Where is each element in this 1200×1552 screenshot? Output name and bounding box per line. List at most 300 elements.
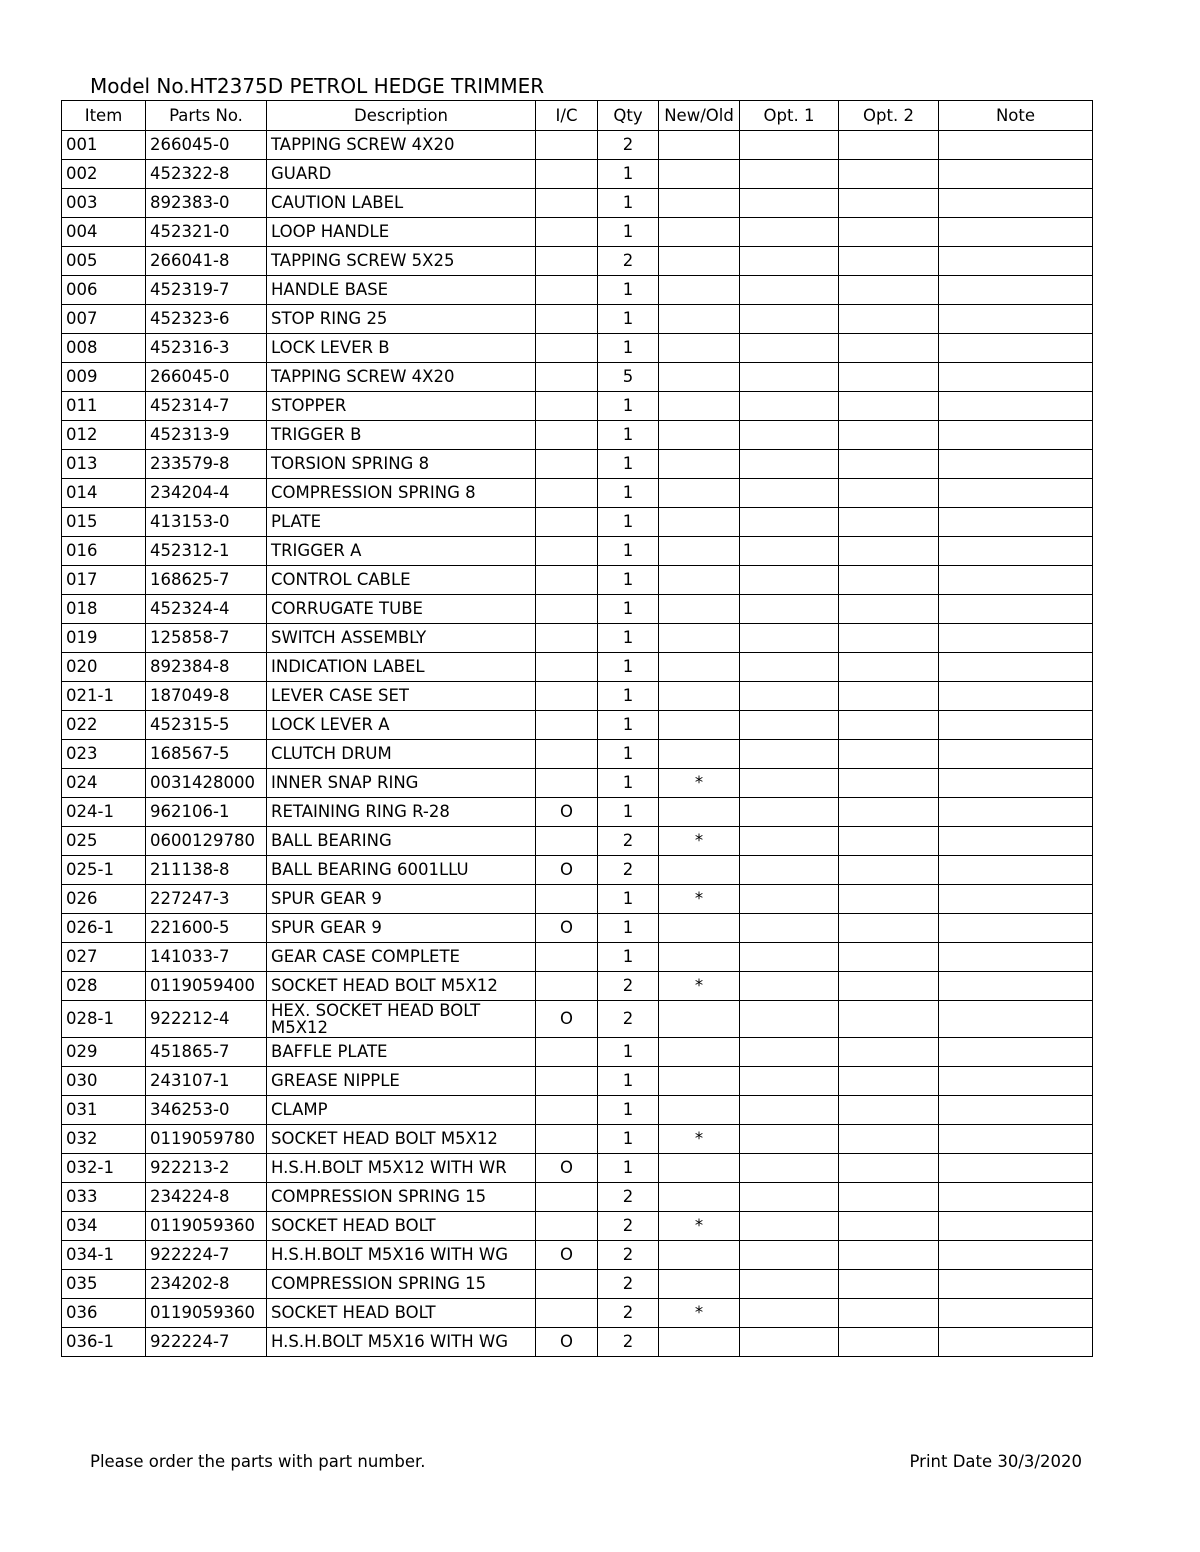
cell-opt1 bbox=[740, 1241, 839, 1270]
cell-opt1 bbox=[740, 1038, 839, 1067]
cell-description: GEAR CASE COMPLETE bbox=[267, 943, 536, 972]
cell-item: 001 bbox=[62, 131, 146, 160]
cell-note bbox=[939, 1270, 1093, 1299]
cell-parts-no: 221600-5 bbox=[146, 914, 267, 943]
cell-opt2 bbox=[839, 334, 939, 363]
cell-new-old: * bbox=[659, 827, 740, 856]
cell-qty: 1 bbox=[598, 943, 659, 972]
table-row bbox=[62, 943, 1093, 972]
cell-item: 018 bbox=[62, 595, 146, 624]
cell-opt2 bbox=[839, 1038, 939, 1067]
cell-item: 025-1 bbox=[62, 856, 146, 885]
cell-new-old bbox=[659, 537, 740, 566]
cell-opt2 bbox=[839, 392, 939, 421]
cell-opt1 bbox=[740, 508, 839, 537]
cell-parts-no: 346253-0 bbox=[146, 1096, 267, 1125]
cell-new-old bbox=[659, 1096, 740, 1125]
cell-qty: 2 bbox=[598, 1001, 659, 1038]
cell-new-old bbox=[659, 160, 740, 189]
cell-parts-no: 266045-0 bbox=[146, 131, 267, 160]
cell-description: LEVER CASE SET bbox=[267, 682, 536, 711]
cell-opt2 bbox=[839, 1183, 939, 1212]
cell-ic bbox=[536, 1183, 598, 1212]
cell-note bbox=[939, 247, 1093, 276]
cell-description: HANDLE BASE bbox=[267, 276, 536, 305]
table-row bbox=[62, 1038, 1093, 1067]
cell-new-old bbox=[659, 247, 740, 276]
cell-item: 002 bbox=[62, 160, 146, 189]
cell-opt1 bbox=[740, 711, 839, 740]
table-row bbox=[62, 537, 1093, 566]
table-row bbox=[62, 1067, 1093, 1096]
cell-opt1 bbox=[740, 653, 839, 682]
cell-opt2 bbox=[839, 769, 939, 798]
cell-description: COMPRESSION SPRING 8 bbox=[267, 479, 536, 508]
cell-qty: 1 bbox=[598, 653, 659, 682]
cell-description: TAPPING SCREW 4X20 bbox=[267, 363, 536, 392]
cell-qty: 2 bbox=[598, 131, 659, 160]
cell-description: CLUTCH DRUM bbox=[267, 740, 536, 769]
table-row bbox=[62, 740, 1093, 769]
cell-description: LOCK LEVER A bbox=[267, 711, 536, 740]
cell-opt2 bbox=[839, 1067, 939, 1096]
cell-note bbox=[939, 1328, 1093, 1357]
cell-opt1 bbox=[740, 827, 839, 856]
parts-table-body bbox=[62, 131, 1093, 1357]
cell-item: 027 bbox=[62, 943, 146, 972]
cell-item: 011 bbox=[62, 392, 146, 421]
cell-opt1 bbox=[740, 972, 839, 1001]
cell-note bbox=[939, 305, 1093, 334]
cell-new-old bbox=[659, 1067, 740, 1096]
cell-new-old bbox=[659, 218, 740, 247]
cell-opt1 bbox=[740, 392, 839, 421]
cell-opt1 bbox=[740, 682, 839, 711]
cell-note bbox=[939, 1183, 1093, 1212]
cell-parts-no: 452316-3 bbox=[146, 334, 267, 363]
cell-opt2 bbox=[839, 914, 939, 943]
cell-qty: 2 bbox=[598, 827, 659, 856]
cell-opt1 bbox=[740, 798, 839, 827]
cell-qty: 2 bbox=[598, 856, 659, 885]
cell-description: TRIGGER A bbox=[267, 537, 536, 566]
cell-parts-no: 452324-4 bbox=[146, 595, 267, 624]
cell-opt2 bbox=[839, 1270, 939, 1299]
cell-note bbox=[939, 421, 1093, 450]
cell-opt1 bbox=[740, 1328, 839, 1357]
cell-qty: 1 bbox=[598, 711, 659, 740]
cell-parts-no: 266041-8 bbox=[146, 247, 267, 276]
cell-parts-no: 0119059400 bbox=[146, 972, 267, 1001]
cell-note bbox=[939, 392, 1093, 421]
table-row bbox=[62, 131, 1093, 160]
table-row bbox=[62, 1125, 1093, 1154]
cell-new-old bbox=[659, 1154, 740, 1183]
cell-ic bbox=[536, 247, 598, 276]
table-row bbox=[62, 595, 1093, 624]
cell-qty: 5 bbox=[598, 363, 659, 392]
cell-opt2 bbox=[839, 595, 939, 624]
cell-note bbox=[939, 1154, 1093, 1183]
cell-item: 031 bbox=[62, 1096, 146, 1125]
table-row bbox=[62, 1270, 1093, 1299]
cell-parts-no: 962106-1 bbox=[146, 798, 267, 827]
cell-opt2 bbox=[839, 1212, 939, 1241]
cell-item: 028 bbox=[62, 972, 146, 1001]
cell-opt1 bbox=[740, 218, 839, 247]
cell-opt1 bbox=[740, 595, 839, 624]
cell-description: SPUR GEAR 9 bbox=[267, 885, 536, 914]
cell-qty: 1 bbox=[598, 189, 659, 218]
cell-qty: 1 bbox=[598, 276, 659, 305]
table-row bbox=[62, 305, 1093, 334]
cell-parts-no: 452323-6 bbox=[146, 305, 267, 334]
cell-note bbox=[939, 334, 1093, 363]
cell-parts-no: 922224-7 bbox=[146, 1241, 267, 1270]
cell-opt2 bbox=[839, 856, 939, 885]
cell-description: STOP RING 25 bbox=[267, 305, 536, 334]
table-row bbox=[62, 363, 1093, 392]
cell-ic bbox=[536, 479, 598, 508]
cell-note bbox=[939, 1001, 1093, 1038]
cell-new-old bbox=[659, 421, 740, 450]
cell-new-old bbox=[659, 450, 740, 479]
cell-parts-no: 892384-8 bbox=[146, 653, 267, 682]
cell-new-old bbox=[659, 189, 740, 218]
table-row bbox=[62, 711, 1093, 740]
cell-opt2 bbox=[839, 479, 939, 508]
cell-parts-no: 892383-0 bbox=[146, 189, 267, 218]
cell-note bbox=[939, 1125, 1093, 1154]
cell-parts-no: 451865-7 bbox=[146, 1038, 267, 1067]
table-row bbox=[62, 566, 1093, 595]
cell-opt2 bbox=[839, 1096, 939, 1125]
cell-description: STOPPER bbox=[267, 392, 536, 421]
header-opt2: Opt. 2 bbox=[839, 101, 939, 131]
cell-note bbox=[939, 682, 1093, 711]
cell-opt2 bbox=[839, 885, 939, 914]
cell-qty: 1 bbox=[598, 334, 659, 363]
cell-opt1 bbox=[740, 1096, 839, 1125]
cell-ic bbox=[536, 537, 598, 566]
cell-ic bbox=[536, 363, 598, 392]
cell-note bbox=[939, 711, 1093, 740]
cell-opt1 bbox=[740, 189, 839, 218]
cell-qty: 1 bbox=[598, 885, 659, 914]
cell-qty: 2 bbox=[598, 972, 659, 1001]
table-header-row bbox=[62, 101, 1093, 131]
cell-opt2 bbox=[839, 189, 939, 218]
cell-qty: 1 bbox=[598, 218, 659, 247]
cell-description: TAPPING SCREW 5X25 bbox=[267, 247, 536, 276]
cell-item: 026-1 bbox=[62, 914, 146, 943]
cell-opt1 bbox=[740, 624, 839, 653]
cell-new-old bbox=[659, 856, 740, 885]
cell-new-old bbox=[659, 1038, 740, 1067]
cell-ic bbox=[536, 508, 598, 537]
header-parts-no: Parts No. bbox=[146, 101, 267, 131]
cell-opt1 bbox=[740, 1212, 839, 1241]
table-row bbox=[62, 1154, 1093, 1183]
cell-parts-no: 243107-1 bbox=[146, 1067, 267, 1096]
cell-opt2 bbox=[839, 682, 939, 711]
cell-item: 003 bbox=[62, 189, 146, 218]
cell-parts-no: 187049-8 bbox=[146, 682, 267, 711]
cell-ic bbox=[536, 189, 598, 218]
cell-qty: 1 bbox=[598, 450, 659, 479]
cell-new-old bbox=[659, 624, 740, 653]
table-row bbox=[62, 1183, 1093, 1212]
table-row bbox=[62, 479, 1093, 508]
cell-ic bbox=[536, 711, 598, 740]
cell-note bbox=[939, 740, 1093, 769]
cell-item: 028-1 bbox=[62, 1001, 146, 1038]
cell-item: 006 bbox=[62, 276, 146, 305]
cell-opt1 bbox=[740, 1183, 839, 1212]
cell-opt2 bbox=[839, 363, 939, 392]
cell-ic bbox=[536, 131, 598, 160]
cell-opt1 bbox=[740, 769, 839, 798]
cell-note bbox=[939, 595, 1093, 624]
cell-parts-no: 234202-8 bbox=[146, 1270, 267, 1299]
cell-note bbox=[939, 1038, 1093, 1067]
cell-opt1 bbox=[740, 914, 839, 943]
cell-ic: O bbox=[536, 914, 598, 943]
cell-opt1 bbox=[740, 1001, 839, 1038]
cell-ic bbox=[536, 218, 598, 247]
cell-ic bbox=[536, 334, 598, 363]
cell-ic bbox=[536, 827, 598, 856]
cell-ic bbox=[536, 1038, 598, 1067]
cell-item: 036-1 bbox=[62, 1328, 146, 1357]
cell-item: 021-1 bbox=[62, 682, 146, 711]
cell-item: 026 bbox=[62, 885, 146, 914]
cell-item: 030 bbox=[62, 1067, 146, 1096]
cell-opt1 bbox=[740, 363, 839, 392]
cell-qty: 1 bbox=[598, 537, 659, 566]
cell-item: 005 bbox=[62, 247, 146, 276]
cell-opt1 bbox=[740, 421, 839, 450]
cell-note bbox=[939, 827, 1093, 856]
cell-new-old bbox=[659, 798, 740, 827]
cell-item: 032-1 bbox=[62, 1154, 146, 1183]
cell-opt2 bbox=[839, 160, 939, 189]
cell-item: 024 bbox=[62, 769, 146, 798]
table-row bbox=[62, 914, 1093, 943]
cell-item: 020 bbox=[62, 653, 146, 682]
table-row bbox=[62, 421, 1093, 450]
cell-new-old: * bbox=[659, 1125, 740, 1154]
cell-opt1 bbox=[740, 740, 839, 769]
cell-ic bbox=[536, 1125, 598, 1154]
cell-new-old bbox=[659, 1270, 740, 1299]
cell-opt2 bbox=[839, 218, 939, 247]
cell-new-old bbox=[659, 1328, 740, 1357]
cell-opt2 bbox=[839, 421, 939, 450]
cell-description: RETAINING RING R-28 bbox=[267, 798, 536, 827]
cell-item: 023 bbox=[62, 740, 146, 769]
cell-parts-no: 125858-7 bbox=[146, 624, 267, 653]
cell-description: SOCKET HEAD BOLT M5X12 bbox=[267, 1125, 536, 1154]
cell-qty: 1 bbox=[598, 769, 659, 798]
cell-parts-no: 0119059360 bbox=[146, 1299, 267, 1328]
cell-note bbox=[939, 566, 1093, 595]
cell-note bbox=[939, 479, 1093, 508]
cell-description: CORRUGATE TUBE bbox=[267, 595, 536, 624]
cell-parts-no: 266045-0 bbox=[146, 363, 267, 392]
cell-qty: 2 bbox=[598, 1241, 659, 1270]
cell-parts-no: 141033-7 bbox=[146, 943, 267, 972]
cell-new-old bbox=[659, 305, 740, 334]
cell-new-old bbox=[659, 711, 740, 740]
cell-qty: 1 bbox=[598, 566, 659, 595]
cell-description: COMPRESSION SPRING 15 bbox=[267, 1270, 536, 1299]
header-note: Note bbox=[939, 101, 1093, 131]
table-row bbox=[62, 189, 1093, 218]
cell-note bbox=[939, 769, 1093, 798]
cell-description: BAFFLE PLATE bbox=[267, 1038, 536, 1067]
table-row bbox=[62, 624, 1093, 653]
cell-qty: 1 bbox=[598, 798, 659, 827]
cell-new-old bbox=[659, 363, 740, 392]
cell-opt2 bbox=[839, 305, 939, 334]
cell-opt2 bbox=[839, 566, 939, 595]
table-row bbox=[62, 1328, 1093, 1357]
cell-item: 035 bbox=[62, 1270, 146, 1299]
cell-qty: 2 bbox=[598, 1328, 659, 1357]
cell-opt1 bbox=[740, 276, 839, 305]
cell-opt2 bbox=[839, 1001, 939, 1038]
cell-note bbox=[939, 624, 1093, 653]
cell-description: SWITCH ASSEMBLY bbox=[267, 624, 536, 653]
cell-description: LOCK LEVER B bbox=[267, 334, 536, 363]
cell-new-old: * bbox=[659, 972, 740, 1001]
cell-note bbox=[939, 131, 1093, 160]
cell-qty: 1 bbox=[598, 1096, 659, 1125]
cell-opt2 bbox=[839, 508, 939, 537]
cell-new-old bbox=[659, 653, 740, 682]
cell-opt2 bbox=[839, 972, 939, 1001]
cell-parts-no: 452322-8 bbox=[146, 160, 267, 189]
cell-qty: 1 bbox=[598, 1154, 659, 1183]
cell-ic: O bbox=[536, 1241, 598, 1270]
header-ic: I/C bbox=[536, 101, 598, 131]
cell-opt1 bbox=[740, 334, 839, 363]
cell-opt1 bbox=[740, 479, 839, 508]
cell-opt2 bbox=[839, 624, 939, 653]
cell-new-old bbox=[659, 508, 740, 537]
cell-opt1 bbox=[740, 856, 839, 885]
cell-new-old bbox=[659, 334, 740, 363]
cell-item: 025 bbox=[62, 827, 146, 856]
cell-opt2 bbox=[839, 1125, 939, 1154]
cell-note bbox=[939, 1212, 1093, 1241]
cell-note bbox=[939, 508, 1093, 537]
table-row bbox=[62, 392, 1093, 421]
header-new-old: New/Old bbox=[659, 101, 740, 131]
cell-note bbox=[939, 1067, 1093, 1096]
table-row bbox=[62, 334, 1093, 363]
cell-ic: O bbox=[536, 1154, 598, 1183]
cell-note bbox=[939, 943, 1093, 972]
cell-parts-no: 452321-0 bbox=[146, 218, 267, 247]
header-opt1: Opt. 1 bbox=[740, 101, 839, 131]
cell-ic bbox=[536, 972, 598, 1001]
cell-opt1 bbox=[740, 1125, 839, 1154]
cell-parts-no: 227247-3 bbox=[146, 885, 267, 914]
cell-qty: 2 bbox=[598, 1212, 659, 1241]
cell-item: 008 bbox=[62, 334, 146, 363]
cell-note bbox=[939, 653, 1093, 682]
cell-parts-no: 452312-1 bbox=[146, 537, 267, 566]
cell-description: H.S.H.BOLT M5X16 WITH WG bbox=[267, 1241, 536, 1270]
cell-item: 019 bbox=[62, 624, 146, 653]
cell-note bbox=[939, 450, 1093, 479]
cell-new-old bbox=[659, 276, 740, 305]
table-row bbox=[62, 885, 1093, 914]
cell-description: TAPPING SCREW 4X20 bbox=[267, 131, 536, 160]
cell-new-old bbox=[659, 1183, 740, 1212]
cell-opt1 bbox=[740, 131, 839, 160]
cell-parts-no: 0600129780 bbox=[146, 827, 267, 856]
table-row bbox=[62, 1001, 1093, 1038]
header-item: Item bbox=[62, 101, 146, 131]
cell-item: 022 bbox=[62, 711, 146, 740]
cell-qty: 2 bbox=[598, 1270, 659, 1299]
cell-description: SPUR GEAR 9 bbox=[267, 914, 536, 943]
cell-opt1 bbox=[740, 160, 839, 189]
cell-qty: 1 bbox=[598, 1038, 659, 1067]
cell-qty: 2 bbox=[598, 1183, 659, 1212]
cell-ic bbox=[536, 1212, 598, 1241]
table-row bbox=[62, 682, 1093, 711]
cell-item: 016 bbox=[62, 537, 146, 566]
order-note: Please order the parts with part number. bbox=[90, 1452, 426, 1471]
cell-ic bbox=[536, 682, 598, 711]
cell-new-old: * bbox=[659, 769, 740, 798]
cell-description: BALL BEARING bbox=[267, 827, 536, 856]
cell-opt2 bbox=[839, 740, 939, 769]
cell-parts-no: 452319-7 bbox=[146, 276, 267, 305]
cell-opt1 bbox=[740, 305, 839, 334]
cell-opt2 bbox=[839, 450, 939, 479]
cell-ic: O bbox=[536, 798, 598, 827]
page-title: Model No.HT2375D PETROL HEDGE TRIMMER bbox=[90, 74, 545, 98]
table-row bbox=[62, 1096, 1093, 1125]
cell-opt1 bbox=[740, 1067, 839, 1096]
cell-description: LOOP HANDLE bbox=[267, 218, 536, 247]
cell-item: 029 bbox=[62, 1038, 146, 1067]
cell-parts-no: 233579-8 bbox=[146, 450, 267, 479]
cell-qty: 1 bbox=[598, 160, 659, 189]
cell-new-old: * bbox=[659, 1212, 740, 1241]
cell-opt2 bbox=[839, 711, 939, 740]
cell-opt2 bbox=[839, 537, 939, 566]
cell-parts-no: 922212-4 bbox=[146, 1001, 267, 1038]
cell-opt1 bbox=[740, 1299, 839, 1328]
cell-description: PLATE bbox=[267, 508, 536, 537]
cell-ic bbox=[536, 566, 598, 595]
cell-item: 034-1 bbox=[62, 1241, 146, 1270]
cell-item: 004 bbox=[62, 218, 146, 247]
cell-qty: 1 bbox=[598, 682, 659, 711]
cell-opt1 bbox=[740, 450, 839, 479]
cell-ic bbox=[536, 769, 598, 798]
cell-item: 032 bbox=[62, 1125, 146, 1154]
cell-description: CLAMP bbox=[267, 1096, 536, 1125]
cell-opt1 bbox=[740, 1270, 839, 1299]
cell-description: INNER SNAP RING bbox=[267, 769, 536, 798]
